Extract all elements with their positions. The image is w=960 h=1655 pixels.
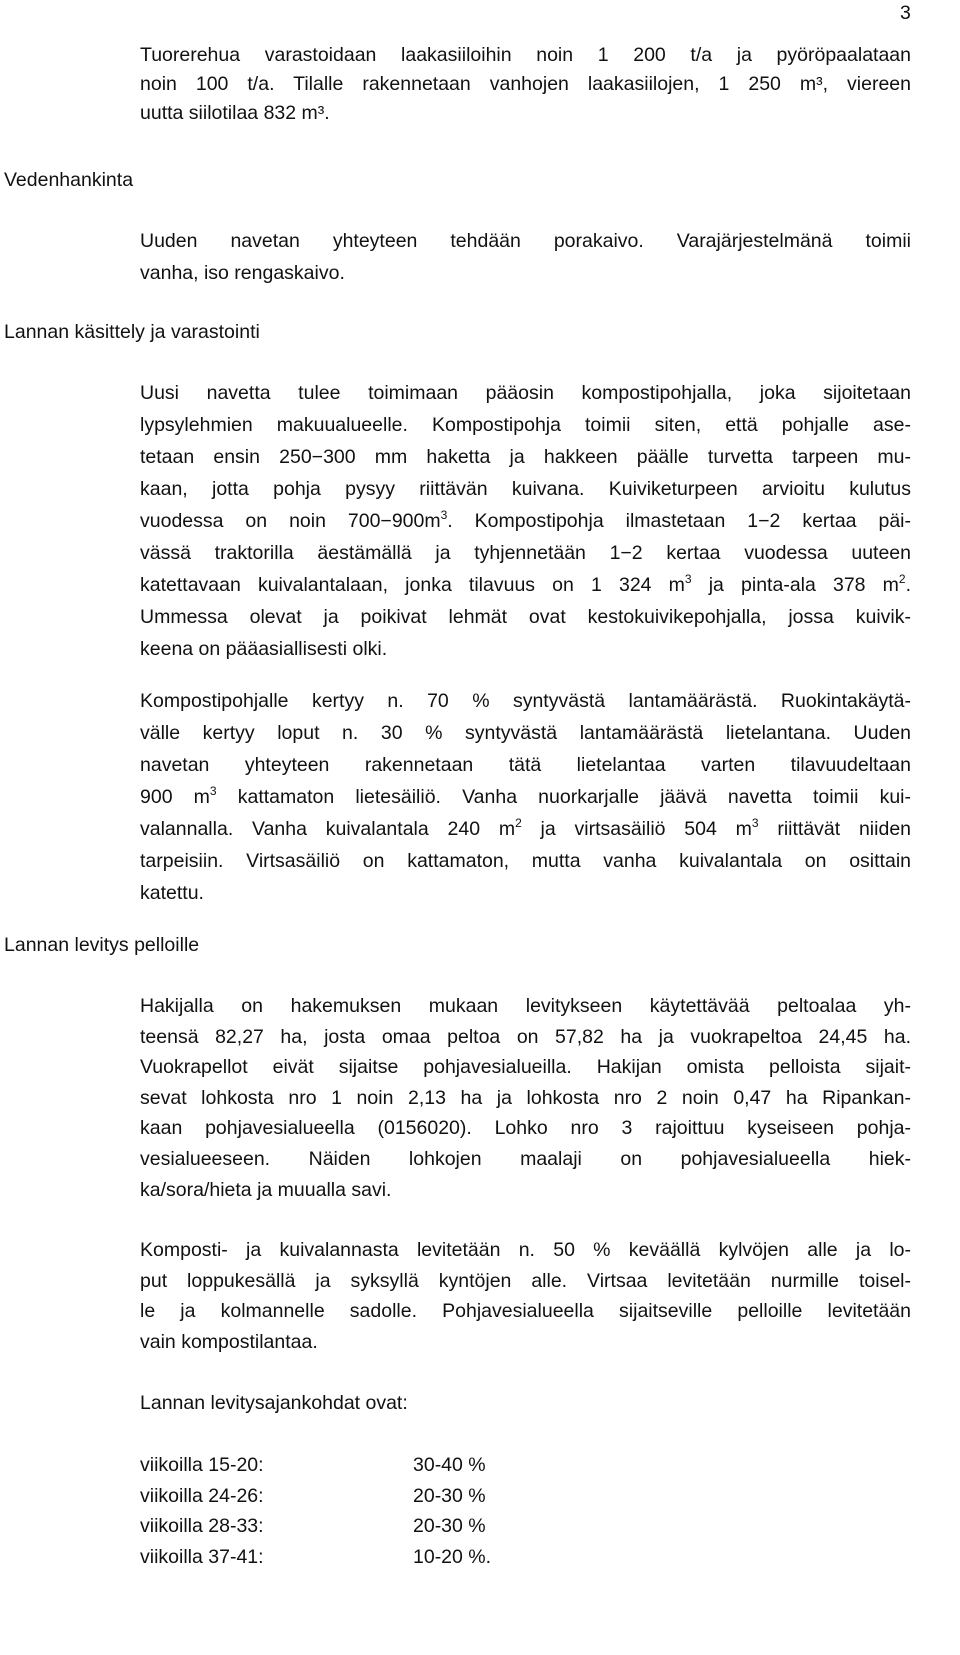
- schedule-share: 20-30 %: [413, 1484, 486, 1507]
- text-line: le ja kolmannelle sadolle. Pohjavesialueella sijaitseville pelloille levitetään: [140, 1300, 911, 1323]
- lannan-levitys-paragraph-2: [140, 1237, 911, 1359]
- text-line: valannalla. Vanha kuivalantala 240 $m^2$ ja virtsasäiliö 504 $m^3$ riittävät niiden: [140, 816, 912, 840]
- intro-paragraph: [140, 42, 911, 129]
- text-line: vässä traktorilla äestämällä ja tyhjennetään 1−2 kertaa vuodessa uuteen: [140, 542, 911, 564]
- text-line: 900 $m^3$ kattamaton lietesäiliö. Vanha nuorkarjalle jäävä navetta toimii kui-: [140, 784, 911, 808]
- schedule-period: viikoilla 15-20:: [140, 1454, 264, 1476]
- lannan-kasittely-paragraph-1: [140, 380, 911, 668]
- text-line: Uusi navetta tulee toimimaan pääosin kompostipohjalla, joka sijoitetaan: [140, 382, 911, 404]
- text-line: Hakijalla on hakemuksen mukaan levitykseen käytettävää peltoalaa yh-: [140, 995, 911, 1017]
- text-line: tarpeisiin. Virtsasäiliö on kattamaton, mutta vanha kuivalantala on osittain: [140, 850, 911, 872]
- text-line: noin 100 t/a. Tilalle rakennetaan vanhojen laakasiilojen, 1 250 m³, viereen: [140, 73, 911, 95]
- schedule-period: viikoilla 37-41:: [140, 1546, 264, 1569]
- schedule-share: 10-20 %.: [413, 1546, 492, 1569]
- text-line: katettu.: [140, 882, 204, 904]
- page-number: 3: [900, 2, 911, 24]
- text-line: ka/sora/hieta ja muualla savi.: [140, 1178, 392, 1201]
- text-line: uutta siilotilaa 832 m³.: [140, 102, 330, 124]
- schedule-period: viikoilla 24-26:: [140, 1484, 264, 1507]
- text-line: teensä 82,27 ha, josta omaa peltoa on 57,82 ha ja vuokrapeltoa 24,45 ha.: [140, 1025, 911, 1048]
- text-line: vuodessa on noin $700-900m^3$. Kompostipohja ilmastetaan 1−2 kertaa päi-: [140, 508, 911, 532]
- text-line: vesialueeseen. Näiden lohkojen maalaji on pohjavesialueella hiek-: [140, 1147, 911, 1170]
- text-line: vain kompostilantaa.: [140, 1330, 318, 1353]
- text-line: sevat lohkosta nro 1 noin 2,13 ha ja lohkosta nro 2 noin 0,47 ha Ripankan-: [140, 1086, 911, 1109]
- text-line: kaan, jotta pohja pysyy riittävän kuivana. Kuiviketurpeen arvioitu kulutus: [140, 478, 911, 500]
- text-line: Vuokrapellot eivät sijaitse pohjavesialueilla. Hakijan omista pelloista sijait-: [140, 1056, 911, 1079]
- text-line: tetaan ensin 250−300 mm haketta ja hakkeen päälle turvetta tarpeen mu-: [140, 446, 911, 468]
- text-line: Tuorerehua varastoidaan laakasiiloihin noin 1 200 t/a ja pyöröpaalataan: [140, 44, 911, 66]
- section-heading-lannan-kasittely: Lannan käsittely ja varastointi: [4, 321, 260, 343]
- text-line: kaan pohjavesialueella (0156020). Lohko nro 3 rajoittuu kyseiseen pohja-: [140, 1117, 911, 1140]
- text-line: Kompostipohjalle kertyy n. 70 % syntyvästä lantamäärästä. Ruokintakäytä-: [140, 690, 911, 712]
- schedule-intro: [140, 1390, 911, 1422]
- text-line: navetan yhteyteen rakennetaan tätä lietelantaa varten tilavuudeltaan: [140, 754, 911, 776]
- text-line: katettavaan kuivalantalaan, jonka tilavuus on 1 324 $m^3$ ja pinta-ala 378 $m^2$.: [140, 572, 911, 596]
- schedule-row: [140, 1483, 640, 1514]
- lannan-kasittely-paragraph-2: [140, 688, 911, 912]
- text-line: Ummessa olevat ja poikivat lehmät ovat kestokuivikepohjalla, jossa kuivik-: [140, 606, 911, 628]
- section-heading-lannan-levitys: Lannan levitys pelloille: [4, 934, 200, 956]
- text-line: vanha, iso rengaskaivo.: [140, 262, 345, 284]
- text-line: välle kertyy loput n. 30 % syntyvästä lantamäärästä lietelantana. Uuden: [140, 722, 911, 744]
- spreading-schedule-list: [140, 1452, 640, 1575]
- text-line: keena on pääasiallisesti olki.: [140, 638, 388, 660]
- text-line: Uuden navetan yhteyteen tehdään porakaivo. Varajärjestelmänä toimii: [140, 230, 911, 252]
- schedule-share: 30-40 %: [413, 1454, 486, 1476]
- schedule-row: [140, 1544, 640, 1575]
- schedule-row: [140, 1452, 640, 1483]
- vedenhankinta-paragraph: [140, 228, 911, 292]
- lannan-levitys-paragraph-1: [140, 993, 911, 1207]
- text-line: Lannan levitysajankohdat ovat:: [140, 1392, 408, 1414]
- section-heading-vedenhankinta: Vedenhankinta: [4, 169, 134, 191]
- text-line: put loppukesällä ja syksyllä kyntöjen alle. Virtsaa levitetään nurmille toisel-: [140, 1269, 911, 1292]
- schedule-row: [140, 1513, 640, 1544]
- text-line: lypsylehmien makuualueelle. Kompostipohja toimii siten, että pohjalle ase-: [140, 414, 911, 436]
- schedule-period: viikoilla 28-33:: [140, 1515, 264, 1538]
- text-line: Komposti- ja kuivalannasta levitetään n. 50 % keväällä kylvöjen alle ja lo-: [140, 1239, 911, 1261]
- schedule-share: 20-30 %: [413, 1515, 486, 1538]
